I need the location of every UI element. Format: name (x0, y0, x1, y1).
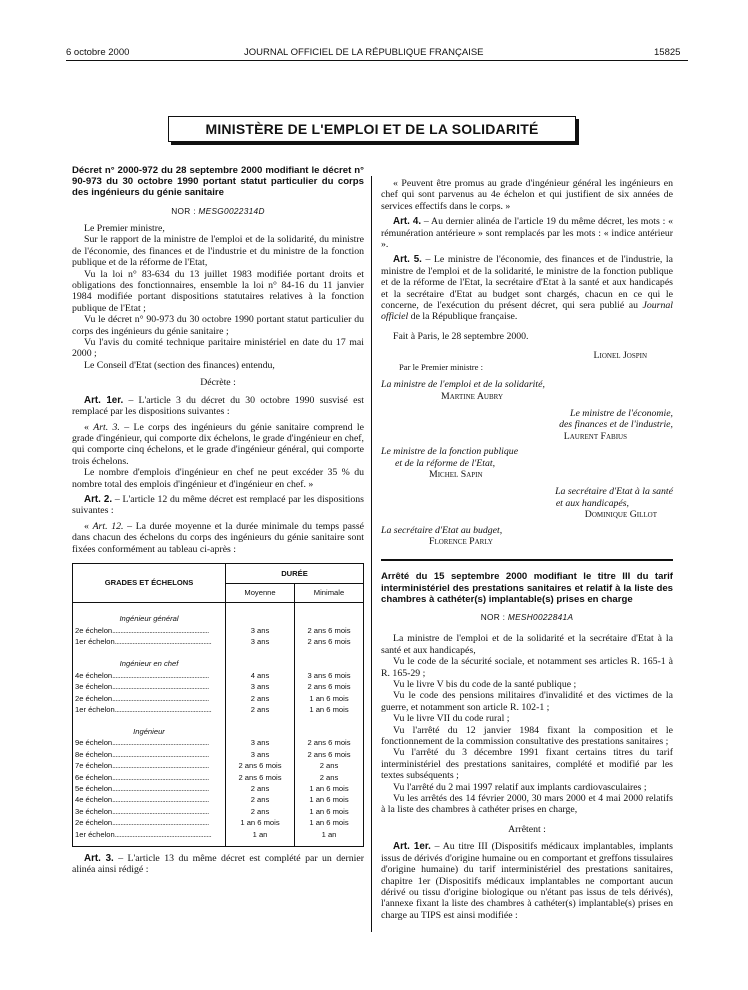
echelon-label: 3e échelon (75, 806, 113, 816)
empty-cell (226, 648, 295, 670)
leader-dots: ............................................................ (112, 806, 209, 816)
article-5-label: Art. 5. (393, 254, 422, 266)
table-group-row (73, 715, 364, 737)
grade-group-name: Ingénieur en chef (73, 648, 226, 670)
header-page-number: 15825 (654, 47, 681, 58)
echelon-label-cell (73, 817, 226, 828)
echelon-label: 2e échelon (75, 625, 113, 635)
nor-code: MESH0022841A (507, 611, 574, 622)
paragraph: Le Premier ministre, (84, 223, 165, 235)
leader-dots: ............................................................ (112, 761, 209, 771)
duree-minimale-cell: 2 ans (319, 761, 339, 771)
article-12-label: Art. 12. (92, 520, 124, 532)
duree-minimale-cell: 3 ans 6 mois (307, 670, 351, 680)
leader-dots: ............................................................ (112, 818, 209, 828)
echelon-label-cell (73, 794, 226, 805)
fait-a-paris: Fait à Paris, le 28 septembre 2000. (393, 330, 529, 342)
table-row (73, 817, 364, 828)
signature-gillot: Dominique Gillot (584, 509, 657, 521)
table-row (73, 704, 364, 715)
signature-aubry: Martine Aubry (441, 390, 503, 402)
echelon-label-cell (73, 806, 226, 817)
duree-moyenne-cell: 2 ans (226, 806, 295, 817)
duree-moyenne-cell: 1 an 6 mois (226, 817, 295, 828)
duree-minimale-cell: 1 an 6 mois (309, 784, 349, 794)
echelon-label: 9e échelon (75, 738, 113, 748)
echelon-label-cell (73, 829, 226, 840)
quote-open: « (84, 520, 93, 532)
leader-dots: ............................................................ (114, 705, 212, 715)
paragraph: Vu la loi n° 83-634 du 13 juillet 1983 modifiée portant droits et obligations des fonctionnaires, ensemble la loi n° 84-16 du 11 janvier 1984 modifiée portant dispositions statutaires relatives à la fonction publique de l'Etat ; (72, 268, 364, 314)
table-group-row (73, 602, 364, 625)
decree-title: Décret n° 2000-972 du 28 septembre 2000 modifiant le décret n° 90-973 du 30 octobre 1990 portant statut particulier du corps des ingénieurs du génie sanitaire (72, 165, 364, 199)
duree-moyenne-cell: 3 ans (226, 681, 295, 692)
leader-dots: ............................................................ (112, 749, 209, 759)
signature-fabius: Laurent Fabius (563, 430, 627, 442)
table-row (73, 670, 364, 681)
echelon-label: 1er échelon (75, 829, 115, 839)
paragraph: Vu les arrêtés des 14 février 2000, 30 mars 2000 et 4 mai 2000 relatifs à la liste des chambres à cathéter prises en charge, (381, 793, 673, 816)
paragraph: « Peuvent être promus au grade d'ingénieur général les ingénieurs en chef qui sont parvenus au 4e échelon et qui justifient de six années de services effectifs dans le corps. » (381, 178, 673, 212)
signature-jospin: Lionel Jospin (593, 350, 647, 362)
echelon-label-cell (73, 783, 226, 794)
table-row (73, 625, 364, 636)
article-4 (381, 216, 673, 250)
table-row (73, 760, 364, 771)
arrete-article-1 (381, 841, 673, 921)
secretaire-sante-title-1: La secrétaire d'Etat à la santé (555, 486, 673, 498)
ministre-emploi (381, 379, 673, 390)
paragraph: Sur le rapport de la ministre de l'emploi et de la solidarité, du ministre de l'économie, des finances et de l'industrie et du ministre de la fonction publique et de la réforme de l'Etat, (72, 234, 364, 269)
duree-moyenne-cell: 2 ans (226, 693, 295, 704)
nor-code: MESG0022314D (198, 205, 265, 216)
ministre-economie-title-1: Le ministre de l'économie, (570, 407, 673, 419)
table-bottom-padding (73, 840, 364, 847)
duree-minimale-cell: 1 an 6 mois (309, 818, 349, 828)
duree-moyenne-cell: 4 ans (226, 670, 295, 681)
article-12-text: – La durée moyenne et la durée minimale du temps passé dans chacun des échelons du corps des ingénieurs du génie sanitaire sont fixées conformément au tableau ci-après : (72, 520, 365, 555)
ministre-fonction-publique (381, 446, 673, 457)
header-date: 6 octobre 2000 (66, 47, 130, 58)
empty-cell (295, 648, 364, 670)
col-header-duree: DURÉE (226, 563, 364, 583)
paragraph: Vu l'arrêté du 2 mai 1997 relatif aux implants cardiovasculaires ; (393, 781, 647, 793)
duree-minimale-cell: 1 an 6 mois (309, 806, 349, 816)
paragraph: Vu l'arrêté du 12 janvier 1984 fixant la composition et le fonctionnement de la commission consultative des prestations sanitaires ; (381, 724, 673, 748)
table-row (73, 829, 364, 840)
article-3-label: Art. 3. (93, 421, 120, 433)
secretaire-budget (381, 525, 673, 536)
table-row (73, 772, 364, 783)
article-4-text: – Au dernier alinéa de l'article 19 du même décret, les mots : « rémunération antérieure » sont remplacés par les mots : « indice antérieur ». (381, 216, 674, 251)
echelon-label: 2e échelon (75, 818, 113, 828)
echelon-duration-table (72, 563, 364, 847)
table-row (73, 636, 364, 647)
empty-cell (295, 715, 364, 737)
arrete-title: Arrêté du 15 septembre 2000 modifiant le titre III du tarif interministériel des prestations sanitaires et relatif à la liste des chambres à cathéter(s) implantable(s) prises en charge (381, 571, 673, 605)
paragraph: Le Conseil d'Etat (section des finances) entendu, (84, 359, 275, 371)
decrete-heading: Décrète : (200, 377, 236, 389)
duree-minimale-cell: 2 ans 6 mois (307, 682, 351, 692)
leader-dots: ............................................................ (112, 772, 209, 782)
duree-minimale-cell: 2 ans 6 mois (307, 738, 351, 748)
paragraph: Vu l'arrêté du 3 décembre 1991 fixant certains titres du tarif interministériel des prestations sanitaires, complété et modifié par les textes subséquents ; (381, 747, 673, 782)
echelon-label-cell (73, 760, 226, 771)
echelon-label-cell (73, 681, 226, 692)
table-group-row (73, 648, 364, 670)
leader-dots: ............................................................ (112, 738, 209, 748)
column-divider (371, 176, 372, 932)
leader-dots: ............................................................ (112, 784, 209, 794)
paragraph: Le nombre d'emplois d'ingénieur en chef ne peut excéder 35 % du nombre total des emplois d'ingénieur et d'ingénieur en chef. » (72, 467, 364, 490)
par-le-premier-ministre: Par le Premier ministre : (399, 361, 484, 372)
secretaire-sante-2 (381, 498, 673, 509)
table-row (73, 749, 364, 760)
right-column (381, 178, 673, 921)
secretaire-sante (381, 486, 673, 497)
article-5 (381, 254, 673, 322)
quote-open: « (84, 421, 94, 433)
ministre-economie-2 (381, 419, 673, 430)
article-5-text: – Le ministre de l'économie, des finances et de l'industrie, la ministre de l'emploi et de la solidarité, le ministre de la fonction publique et de la réforme de l'Etat, la secrétaire d'Etat à la santé et aux handicapés et la secrétaire d'Etat au budget sont chargés, chacun en ce qui le concerne, de l'exécution du présent décret, qui sera publié au (381, 254, 674, 312)
paragraph: Vu l'avis du comité technique paritaire ministériel en date du 17 mai 2000 ; (72, 337, 364, 360)
duree-moyenne-cell: 3 ans (226, 749, 295, 760)
duree-moyenne-cell: 2 ans 6 mois (226, 760, 295, 771)
header-journal-title: JOURNAL OFFICIEL DE LA RÉPUBLIQUE FRANÇAISE (244, 47, 484, 58)
article-3-quote (72, 422, 364, 468)
article-3b-label: Art. 3. (84, 853, 114, 865)
leader-dots: ............................................................ (112, 625, 209, 635)
ministre-economie-title-2: des finances et de l'industrie, (559, 419, 673, 431)
duree-moyenne-cell: 2 ans (226, 794, 295, 805)
ministre-fp-title-1: Le ministre de la fonction publique (381, 446, 519, 458)
duree-minimale-cell: 2 ans 6 mois (307, 749, 351, 759)
paragraph: Vu le livre V bis du code de la santé publique ; (393, 679, 577, 691)
echelon-label: 3e échelon (75, 682, 113, 692)
decree-nor (72, 206, 364, 217)
leader-dots: ............................................................ (114, 637, 212, 647)
paragraph: Vu le code des pensions militaires d'invalidité et des victimes de la guerre, et notamment son article R. 102-1 ; (381, 690, 673, 713)
table-row (73, 783, 364, 794)
col-header-moyenne: Moyenne (226, 583, 295, 602)
signature-sapin: Michel Sapin (429, 468, 483, 480)
paragraph: La ministre de l'emploi et de la solidarité et la secrétaire d'Etat à la santé et aux handicapés, (381, 633, 673, 656)
duree-moyenne-cell: 1 an (226, 829, 295, 840)
echelon-label-cell (73, 737, 226, 748)
article-2-label: Art. 2. (84, 493, 113, 505)
duree-minimale-cell: 2 ans 6 mois (307, 625, 351, 635)
duree-moyenne-cell: 3 ans (226, 625, 295, 636)
arretent-heading: Arrêtent : (508, 823, 546, 835)
arrete-nor (381, 612, 673, 623)
ministre-fp-title-2: et de la réforme de l'Etat, (395, 457, 496, 469)
leader-dots: ............................................................ (112, 693, 209, 703)
table-row (73, 681, 364, 692)
ministry-title: MINISTÈRE DE L'EMPLOI ET DE LA SOLIDARITÉ (168, 116, 576, 142)
empty-cell (295, 602, 364, 625)
echelon-label-cell (73, 670, 226, 681)
arrete-article-1-text: – Au titre III (Dispositifs médicaux implantables, implants issus de dérivés d'origine humaine ou en comportant et greffons tissulaires d'origine humaine) du tarif interministériel des prestations sanitaires, chapitre 1er (Dispositifs médicaux implantables ne comportant aucun dérivé ou tissu d'origine biologique ou n'étant pas issus de tels dérivés), l'annexe fixant la liste des chambres à cathéter(s) implantable(s) prises en charge au TIPS est ainsi modifiée : (381, 841, 673, 921)
echelon-label-cell (73, 749, 226, 760)
leader-dots: ............................................................ (112, 682, 209, 692)
nor-label: NOR : (480, 611, 508, 622)
article-3b (72, 853, 364, 876)
echelon-label-cell (73, 636, 226, 647)
duree-moyenne-cell: 2 ans 6 mois (226, 772, 295, 783)
duree-minimale-cell: 1 an (321, 829, 337, 839)
echelon-label: 1er échelon (75, 637, 115, 647)
echelon-label: 4e échelon (75, 795, 113, 805)
empty-cell (226, 602, 295, 625)
duree-minimale-cell: 2 ans 6 mois (307, 637, 351, 647)
echelon-label: 4e échelon (75, 670, 113, 680)
echelon-label-cell (73, 625, 226, 636)
paragraph: Vu le livre VII du code rural ; (393, 713, 510, 725)
paragraph: Vu le décret n° 90-973 du 30 octobre 1990 portant statut particulier du corps des ingénieurs du génie sanitaire ; (72, 314, 364, 337)
duree-minimale-cell: 1 an 6 mois (309, 795, 349, 805)
article-1-text: – L'article 3 du décret du 30 octobre 1990 susvisé est remplacé par les dispositions suivantes : (72, 394, 364, 418)
table-row (73, 806, 364, 817)
leader-dots: ............................................................ (112, 795, 209, 805)
duree-minimale-cell: 1 an 6 mois (309, 705, 349, 715)
ministre-emploi-title: La ministre de l'emploi et de la solidarité, (381, 379, 545, 391)
article-3-text: – Le corps des ingénieurs du génie sanitaire comprend le grade d'ingénieur, qui comporte dix échelons, le grade d'ingénieur en chef, qui comporte cinq échelons, et le grade d'ingénieur général, qui comporte trois échelons. (72, 421, 364, 467)
grade-group-name: Ingénieur général (73, 602, 226, 625)
leader-dots: ............................................................ (112, 670, 209, 680)
col-header-minimale: Minimale (295, 583, 364, 602)
table-row (73, 794, 364, 805)
article-2 (72, 494, 364, 517)
grade-group-name: Ingénieur (73, 715, 226, 737)
secretaire-budget-title: La secrétaire d'Etat au budget, (381, 524, 503, 536)
duree-minimale-cell: 1 an 6 mois (309, 693, 349, 703)
echelon-label: 7e échelon (75, 761, 113, 771)
left-column (72, 165, 364, 876)
article-2-text: – L'article 12 du même décret est remplacé par les dispositions suivantes : (72, 493, 364, 517)
header-rule (66, 60, 688, 61)
echelon-label-cell (73, 772, 226, 783)
article-3b-text: – L'article 13 du même décret est complété par un dernier alinéa ainsi rédigé : (72, 853, 365, 876)
duree-moyenne-cell: 2 ans (226, 704, 295, 715)
echelon-label: 6e échelon (75, 772, 113, 782)
paragraph: Vu le code de la sécurité sociale, et notamment ses articles R. 165-1 à R. 165-29 ; (381, 656, 673, 679)
article-1 (72, 395, 364, 418)
echelon-label: 1er échelon (75, 705, 115, 715)
arrete-article-1-label: Art. 1er. (393, 841, 431, 853)
ministre-economie (381, 408, 673, 419)
echelon-label: 8e échelon (75, 749, 113, 759)
article-5-end: de la République française. (408, 311, 518, 323)
duree-moyenne-cell: 3 ans (226, 636, 295, 647)
duree-moyenne-cell: 2 ans (226, 783, 295, 794)
echelon-label-cell (73, 693, 226, 704)
journal-officiel-ref: Journal officiel (381, 300, 673, 323)
secretaire-sante-title-2: et aux handicapés, (555, 497, 629, 509)
empty-cell (226, 715, 295, 737)
table-body (73, 602, 364, 846)
table-row (73, 693, 364, 704)
article-1-label: Art. 1er. (84, 394, 124, 406)
duree-moyenne-cell: 3 ans (226, 737, 295, 748)
echelon-label: 2e échelon (75, 693, 113, 703)
article-12-quote (72, 521, 364, 555)
nor-label: NOR : (171, 205, 199, 216)
section-separator (381, 559, 673, 561)
col-header-grades: GRADES ET ÉCHELONS (73, 563, 226, 602)
echelon-label-cell (73, 704, 226, 715)
signature-parly: Florence Parly (429, 535, 493, 547)
table-row (73, 737, 364, 748)
echelon-label: 5e échelon (75, 784, 113, 794)
article-4-label: Art. 4. (393, 216, 422, 228)
ministre-fonction-publique-2 (381, 458, 673, 469)
duree-minimale-cell: 2 ans (319, 772, 339, 782)
leader-dots: ............................................................ (114, 829, 212, 839)
